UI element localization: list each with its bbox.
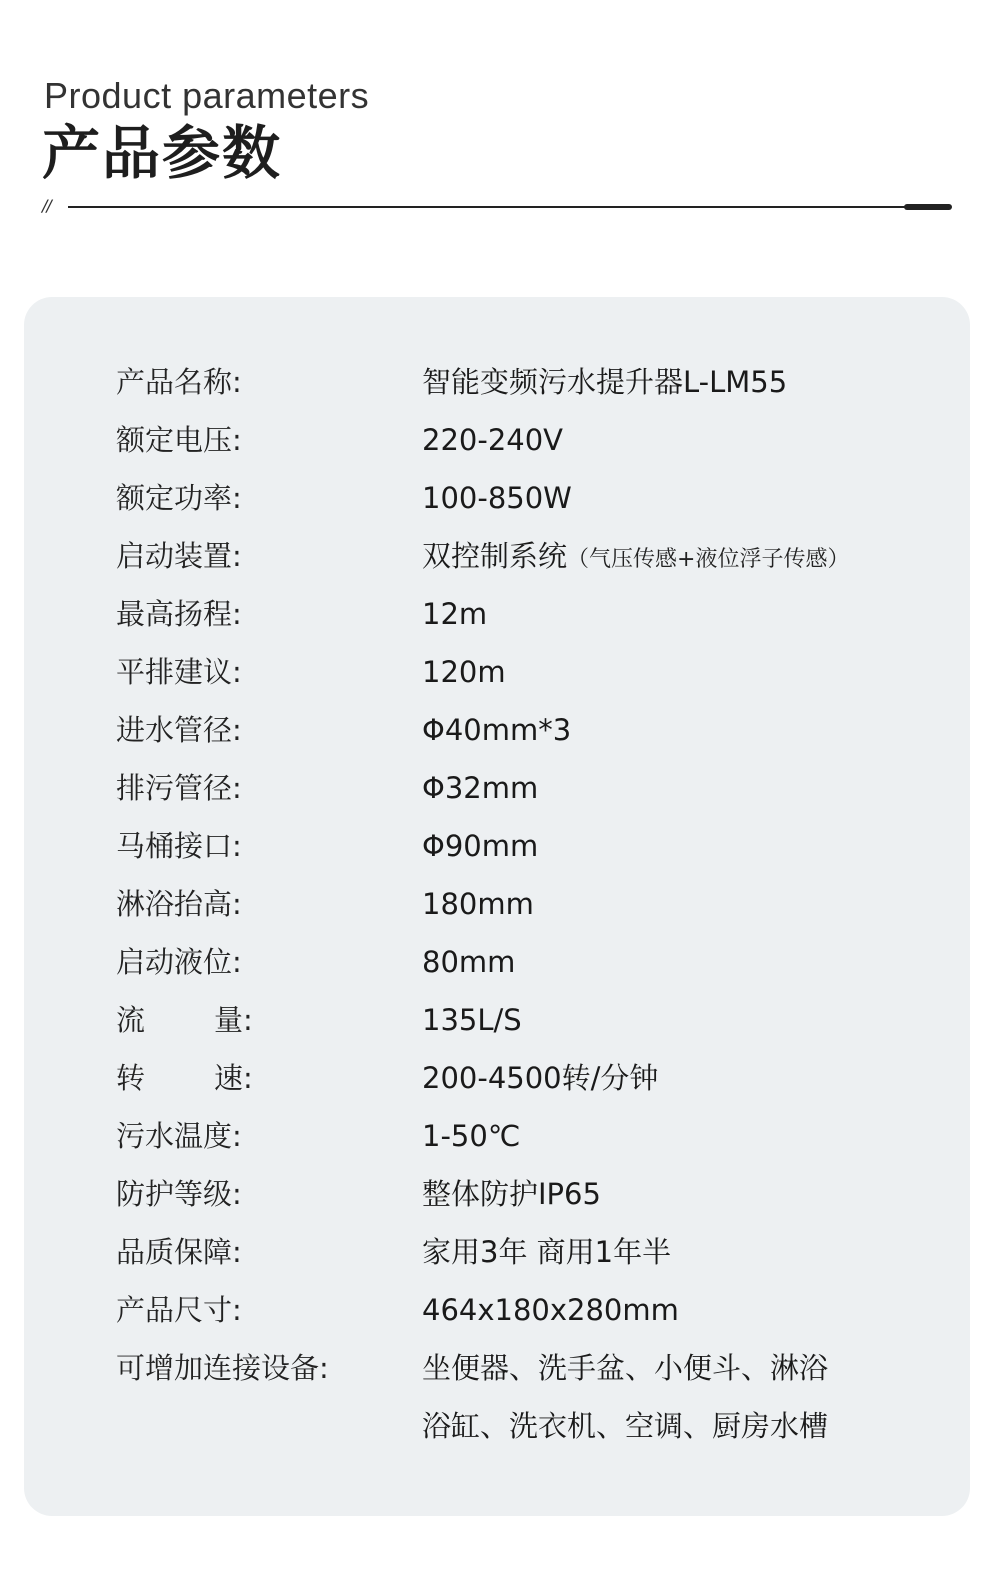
param-label: 启动装置: bbox=[116, 539, 242, 573]
param-row-rated-voltage bbox=[24, 411, 970, 469]
page-title: 产品参数 bbox=[42, 119, 283, 187]
param-row-horizontal-discharge bbox=[24, 643, 970, 701]
header-divider-accent bbox=[904, 204, 952, 210]
param-value: 220-240V bbox=[422, 423, 564, 457]
param-row-toilet-connector bbox=[24, 817, 970, 875]
param-label-part: 速: bbox=[214, 1061, 253, 1095]
param-label: 污水温度: bbox=[116, 1119, 242, 1153]
param-row-connectable-devices bbox=[24, 1339, 970, 1455]
param-row-start-level bbox=[24, 933, 970, 991]
param-label: 额定电压: bbox=[116, 423, 242, 457]
param-label: 产品尺寸: bbox=[116, 1293, 242, 1327]
param-value: 智能变频污水提升器L-LM55 bbox=[422, 365, 788, 399]
param-row-speed bbox=[24, 1049, 970, 1107]
param-label: 排污管径: bbox=[116, 771, 242, 805]
param-label-part: 转 bbox=[116, 1061, 146, 1095]
param-label: 最高扬程: bbox=[116, 597, 242, 631]
param-label-part: 量: bbox=[214, 1003, 253, 1037]
param-row-water-temperature bbox=[24, 1107, 970, 1165]
param-value: 双控制系统 bbox=[422, 539, 568, 573]
param-row-protection-level bbox=[24, 1165, 970, 1223]
param-row-rated-power bbox=[24, 469, 970, 527]
param-row-max-head bbox=[24, 585, 970, 643]
param-value: 1-50℃ bbox=[422, 1119, 521, 1153]
param-row-start-device bbox=[24, 527, 970, 585]
param-label: 防护等级: bbox=[116, 1177, 242, 1211]
param-row-dimensions bbox=[24, 1281, 970, 1339]
param-label-part: 流 bbox=[116, 1003, 146, 1037]
param-value: 120m bbox=[422, 655, 506, 689]
param-value: 200-4500转/分钟 bbox=[422, 1061, 659, 1095]
param-row-flow bbox=[24, 991, 970, 1049]
param-label: 马桶接口: bbox=[116, 829, 242, 863]
header-subtitle-en: Product parameters bbox=[44, 75, 370, 116]
param-value-line: 浴缸、洗衣机、空调、厨房水槽 bbox=[422, 1409, 829, 1443]
param-value-group bbox=[422, 527, 849, 589]
param-value: 家用3年 商用1年半 bbox=[422, 1235, 672, 1269]
param-value: 464x180x280mm bbox=[422, 1293, 679, 1327]
param-row-inlet-diameter bbox=[24, 701, 970, 759]
param-value: 12m bbox=[422, 597, 488, 631]
param-label: 启动液位: bbox=[116, 945, 242, 979]
param-value: 135L/S bbox=[422, 1003, 522, 1037]
param-value: 80mm bbox=[422, 945, 516, 979]
param-row-warranty bbox=[24, 1223, 970, 1281]
param-value: Φ32mm bbox=[422, 771, 539, 805]
param-label bbox=[116, 991, 406, 1049]
param-value: 180mm bbox=[422, 887, 534, 921]
param-label: 淋浴抬高: bbox=[116, 887, 242, 921]
param-value: 100-850W bbox=[422, 481, 572, 515]
param-value-line: 坐便器、洗手盆、小便斗、淋浴 bbox=[422, 1351, 829, 1385]
param-value: Φ40mm*3 bbox=[422, 713, 572, 747]
header-divider bbox=[68, 206, 908, 208]
param-label: 进水管径: bbox=[116, 713, 242, 747]
param-label: 可增加连接设备: bbox=[116, 1351, 329, 1385]
slash-mark: // bbox=[42, 196, 51, 215]
param-label: 额定功率: bbox=[116, 481, 242, 515]
param-value: Φ90mm bbox=[422, 829, 539, 863]
param-label: 产品名称: bbox=[116, 365, 242, 399]
param-label: 品质保障: bbox=[116, 1235, 242, 1269]
param-row-shower-raise bbox=[24, 875, 970, 933]
param-row-product-name bbox=[24, 353, 970, 411]
param-label: 平排建议: bbox=[116, 655, 242, 689]
param-value-lines bbox=[422, 1339, 828, 1455]
param-label bbox=[116, 1049, 406, 1107]
parameter-panel bbox=[24, 297, 970, 1516]
param-row-outlet-diameter bbox=[24, 759, 970, 817]
param-value: 整体防护IP65 bbox=[422, 1177, 601, 1211]
param-note: （气压传感+液位浮子传感） bbox=[567, 547, 850, 572]
